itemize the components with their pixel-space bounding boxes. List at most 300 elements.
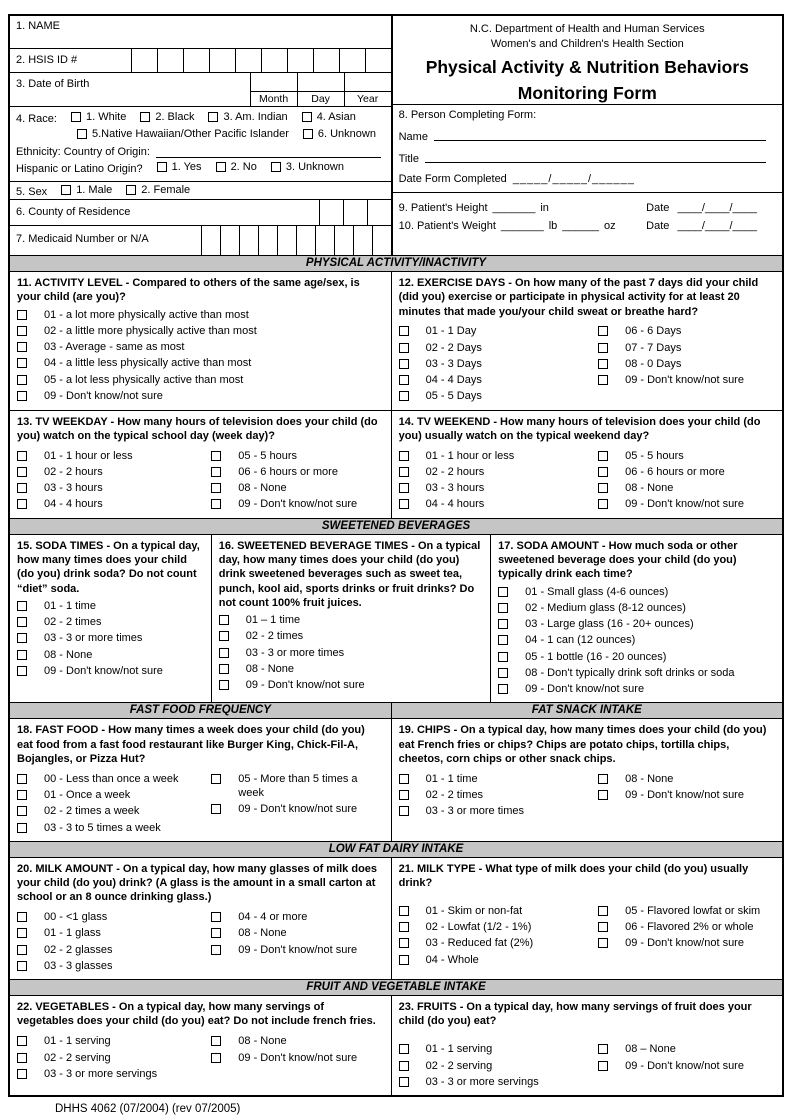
checkbox-icon[interactable] [157, 162, 167, 172]
checkbox-icon[interactable] [17, 633, 27, 643]
checkbox-icon[interactable] [498, 587, 508, 597]
spacer [616, 220, 647, 232]
option-label: 03 - 3 or more servings [425, 1075, 539, 1088]
option-label: 03 - 3 glasses [44, 959, 113, 972]
weight-date-input[interactable]: ____/____/____ [677, 220, 757, 232]
checkbox-option[interactable] [17, 482, 205, 496]
county-boxes [319, 200, 391, 225]
checkbox-icon[interactable] [399, 922, 409, 932]
dob-entry-columns [250, 73, 391, 106]
checkbox-option[interactable] [598, 789, 775, 803]
question-15-title: 15. SODA TIMES - On a typical day, how many times does your child (do you) drink soda? Do not count “diet” soda. [17, 539, 200, 595]
checkbox-icon[interactable] [17, 945, 27, 955]
checkbox-icon[interactable] [17, 326, 27, 336]
checkbox-icon[interactable] [399, 906, 409, 916]
checkbox-icon[interactable] [598, 375, 608, 385]
option-label: 02 - 2 times a week [44, 805, 140, 818]
checkbox-option[interactable] [17, 632, 204, 646]
option-label: 06 - 6 Days [625, 325, 682, 338]
checkbox-icon[interactable] [498, 684, 508, 694]
option-label: 06 - 6 hours or more [625, 465, 725, 478]
checkbox-option[interactable] [17, 498, 205, 512]
checkbox-option[interactable] [126, 184, 190, 198]
checkbox-option[interactable] [61, 184, 112, 198]
checkbox-option[interactable] [17, 341, 384, 355]
option-label: 08 - None [625, 482, 674, 495]
checkbox-icon[interactable] [598, 1044, 608, 1054]
checkbox-option[interactable] [598, 937, 775, 951]
checkbox-icon[interactable] [216, 162, 226, 172]
checkbox-icon[interactable] [17, 1036, 27, 1046]
question-23-options-col1 [399, 1041, 598, 1092]
checkbox-icon[interactable] [498, 635, 508, 645]
option-label: 08 - None [238, 482, 287, 495]
checkbox-icon[interactable] [399, 774, 409, 784]
option-label: 01 - 1 hour or less [44, 449, 133, 462]
checkbox-icon[interactable] [598, 451, 608, 461]
checkbox-option[interactable] [399, 1076, 592, 1090]
checkbox-icon[interactable] [598, 359, 608, 369]
checkbox-option[interactable] [157, 161, 202, 175]
checkbox-option[interactable] [211, 944, 383, 958]
entry-box[interactable] [220, 226, 239, 255]
checkbox-option[interactable] [211, 450, 383, 464]
checkbox-option[interactable] [17, 450, 205, 464]
checkbox-option[interactable] [399, 325, 592, 339]
checkbox-option[interactable] [211, 911, 383, 925]
option-label: 01 - 1 time [44, 599, 96, 612]
checkbox-option[interactable] [399, 921, 592, 935]
checkbox-icon[interactable] [17, 451, 27, 461]
checkbox-icon[interactable] [219, 664, 229, 674]
checkbox-icon[interactable] [17, 806, 27, 816]
checkbox-option[interactable] [399, 342, 592, 356]
checkbox-icon[interactable] [211, 451, 221, 461]
checkbox-option[interactable] [598, 498, 775, 512]
checkbox-icon[interactable] [17, 666, 27, 676]
height-date [646, 202, 762, 214]
checkbox-icon[interactable] [302, 112, 312, 122]
question-19-options-col1 [399, 770, 598, 821]
checkbox-option[interactable] [17, 616, 204, 630]
weight-label: 10. Patient's Weight [398, 220, 496, 232]
checkbox-icon[interactable] [17, 375, 27, 385]
checkbox-option[interactable] [302, 111, 356, 125]
checkbox-icon[interactable] [17, 601, 27, 611]
checkbox-icon[interactable] [598, 922, 608, 932]
checkbox-icon[interactable] [399, 499, 409, 509]
checkbox-icon[interactable] [399, 391, 409, 401]
checkbox-option[interactable] [498, 618, 775, 632]
checkbox-icon[interactable] [211, 499, 221, 509]
dob-day-column [297, 73, 344, 106]
checkbox-option[interactable] [498, 586, 775, 600]
checkbox-option[interactable] [598, 325, 775, 339]
checkbox-option[interactable] [140, 111, 194, 125]
checkbox-option[interactable] [17, 789, 205, 803]
question-16-title: 16. SWEETENED BEVERAGE TIMES - On a typical day, how many times does your child (do you) drink sweetened beverages such as sweet tea, punch, kool aid, sports drinks or fruit drinks? Do not count 100% fruit juices. [218, 539, 481, 609]
field-hsis-id [10, 49, 391, 73]
checkbox-option[interactable] [17, 773, 205, 787]
field-date-of-birth [10, 73, 391, 107]
checkbox-icon[interactable] [140, 112, 150, 122]
checkbox-option[interactable] [399, 905, 592, 919]
checkbox-option[interactable] [598, 1060, 775, 1074]
entry-box[interactable] [287, 49, 313, 72]
checkbox-icon[interactable] [399, 375, 409, 385]
checkbox-icon[interactable] [598, 483, 608, 493]
checkbox-option[interactable] [598, 358, 775, 372]
checkbox-option[interactable] [219, 679, 483, 693]
checkbox-option[interactable] [399, 1060, 592, 1074]
option-label: 02 - 2 times [425, 789, 484, 802]
checkbox-option[interactable] [17, 600, 204, 614]
checkbox-icon[interactable] [399, 1077, 409, 1087]
checkbox-icon[interactable] [303, 129, 313, 139]
checkbox-option[interactable] [399, 954, 592, 968]
dob-day-input[interactable] [298, 73, 344, 91]
checkbox-icon[interactable] [598, 1061, 608, 1071]
checkbox-option[interactable] [498, 651, 775, 665]
entry-box[interactable] [183, 49, 209, 72]
question-20-options [17, 909, 384, 977]
option-label: 04 - Whole [425, 953, 479, 966]
checkbox-option[interactable] [598, 1043, 775, 1057]
checkbox-option[interactable] [17, 927, 205, 941]
checkbox-icon[interactable] [17, 650, 27, 660]
checkbox-option[interactable] [399, 1043, 592, 1057]
option-label: 04 - 4 Days [425, 374, 482, 387]
checkbox-option[interactable] [17, 649, 204, 663]
checkbox-icon[interactable] [219, 615, 229, 625]
checkbox-option[interactable] [399, 466, 592, 480]
checkbox-option[interactable] [211, 1052, 383, 1066]
checkbox-option[interactable] [598, 466, 775, 480]
checkbox-icon[interactable] [61, 185, 71, 195]
checkbox-icon[interactable] [498, 603, 508, 613]
checkbox-icon[interactable] [17, 499, 27, 509]
option-label: 03 - 3 hours [425, 482, 485, 495]
checkbox-icon[interactable] [498, 652, 508, 662]
checkbox-icon[interactable] [598, 774, 608, 784]
option-label: 3. Unknown [285, 160, 344, 173]
checkbox-option[interactable] [17, 1035, 205, 1049]
checkbox-icon[interactable] [208, 112, 218, 122]
checkbox-icon[interactable] [211, 774, 221, 784]
checkbox-icon[interactable] [17, 961, 27, 971]
entry-box[interactable] [235, 49, 261, 72]
entry-box[interactable] [319, 200, 343, 225]
question-18-options [17, 770, 384, 838]
hispanic-options [143, 160, 344, 175]
checkbox-option[interactable] [17, 911, 205, 925]
dob-month-input[interactable] [251, 73, 297, 91]
entry-box[interactable] [157, 49, 183, 72]
checkbox-option[interactable] [598, 905, 775, 919]
checkbox-icon[interactable] [598, 906, 608, 916]
checkbox-icon[interactable] [219, 648, 229, 658]
checkbox-icon[interactable] [17, 391, 27, 401]
height-label: 9. Patient's Height [398, 202, 488, 214]
checkbox-icon[interactable] [399, 467, 409, 477]
checkbox-option[interactable] [17, 960, 205, 974]
checkbox-icon[interactable] [219, 631, 229, 641]
checkbox-option[interactable] [17, 665, 204, 679]
agency-line2: Women's and Children's Health Section [490, 37, 684, 50]
checkbox-icon[interactable] [211, 928, 221, 938]
name-label: 1. NAME [16, 20, 61, 32]
checkbox-option[interactable] [17, 1068, 205, 1082]
person-title-line [399, 151, 776, 165]
checkbox-icon[interactable] [399, 938, 409, 948]
entry-box[interactable] [367, 200, 391, 225]
checkbox-option[interactable] [211, 803, 383, 817]
checkbox-icon[interactable] [17, 928, 27, 938]
checkbox-option[interactable] [17, 390, 384, 404]
checkbox-icon[interactable] [598, 499, 608, 509]
height-unit: in [540, 202, 549, 214]
height-input[interactable]: _______ [492, 202, 536, 214]
checkbox-icon[interactable] [17, 617, 27, 627]
checkbox-option[interactable] [303, 128, 376, 142]
checkbox-option[interactable] [399, 773, 592, 787]
checkbox-option[interactable] [498, 602, 775, 616]
question-row-18-19 [10, 719, 782, 840]
checkbox-option[interactable] [399, 498, 592, 512]
option-label: 01 - Skim or non-fat [425, 904, 523, 917]
option-label: 09 - Don't know/not sure [44, 664, 163, 677]
checkbox-icon[interactable] [211, 1036, 221, 1046]
checkbox-option[interactable] [598, 450, 775, 464]
question-19 [391, 719, 782, 840]
band-sweetened-beverages: SWEETENED BEVERAGES [10, 518, 782, 535]
medicaid-boxes [201, 226, 391, 255]
weight-lb-input[interactable]: _______ [500, 220, 544, 232]
checkbox-icon[interactable] [126, 185, 136, 195]
checkbox-icon[interactable] [598, 790, 608, 800]
entry-box[interactable] [313, 49, 339, 72]
checkbox-icon[interactable] [399, 1044, 409, 1054]
entry-box[interactable] [315, 226, 334, 255]
checkbox-icon[interactable] [211, 483, 221, 493]
checkbox-icon[interactable] [17, 358, 27, 368]
question-23-options [399, 1041, 775, 1092]
entry-box[interactable] [258, 226, 277, 255]
checkbox-option[interactable] [17, 325, 384, 339]
entry-box[interactable] [343, 200, 367, 225]
checkbox-icon[interactable] [271, 162, 281, 172]
entry-box[interactable] [209, 49, 235, 72]
checkbox-option[interactable] [219, 630, 483, 644]
checkbox-icon[interactable] [498, 668, 508, 678]
agency-line1: N.C. Department of Health and Human Services [469, 23, 705, 35]
option-label: 08 - None [245, 662, 295, 675]
option-label: 08 - None [238, 1035, 287, 1048]
checkbox-icon[interactable] [17, 774, 27, 784]
checkbox-icon[interactable] [17, 1069, 27, 1079]
checkbox-option[interactable] [17, 805, 205, 819]
checkbox-icon[interactable] [399, 326, 409, 336]
option-label: 03 - 3 Days [425, 357, 482, 370]
checkbox-option[interactable] [17, 822, 205, 836]
checkbox-icon[interactable] [598, 938, 608, 948]
entry-box[interactable] [372, 226, 391, 255]
checkbox-icon[interactable] [17, 790, 27, 800]
entry-box[interactable] [353, 226, 372, 255]
checkbox-option[interactable] [17, 1052, 205, 1066]
checkbox-icon[interactable] [399, 790, 409, 800]
checkbox-option[interactable] [399, 374, 592, 388]
checkbox-option[interactable] [399, 482, 592, 496]
question-row-22-23 [10, 996, 782, 1095]
form-header-column [391, 16, 782, 255]
question-13-options [17, 447, 384, 515]
checkbox-option[interactable] [399, 805, 592, 819]
checkbox-option[interactable] [77, 128, 289, 142]
checkbox-icon[interactable] [17, 467, 27, 477]
question-row-11-12 [10, 272, 782, 410]
checkbox-icon[interactable] [598, 326, 608, 336]
dob-year-input[interactable] [345, 73, 391, 91]
entry-box[interactable] [277, 226, 296, 255]
person-name-label: Name [398, 131, 428, 143]
country-of-origin-input[interactable] [156, 146, 381, 158]
height-date-input[interactable]: ____/____/____ [677, 202, 757, 214]
checkbox-option[interactable] [211, 482, 383, 496]
checkbox-icon[interactable] [17, 823, 27, 833]
checkbox-option[interactable] [219, 614, 483, 628]
option-label: 00 - Less than once a week [44, 772, 179, 785]
checkbox-option[interactable] [598, 773, 775, 787]
entry-box[interactable] [365, 49, 391, 72]
checkbox-icon[interactable] [77, 129, 87, 139]
checkbox-icon[interactable] [17, 483, 27, 493]
question-row-13-14 [10, 410, 782, 518]
checkbox-option[interactable] [211, 498, 383, 512]
checkbox-option[interactable] [211, 927, 383, 941]
checkbox-option[interactable] [17, 466, 205, 480]
field-name[interactable] [10, 16, 391, 49]
hispanic-line [16, 161, 385, 178]
checkbox-option[interactable] [219, 663, 483, 677]
weight-oz-input[interactable]: ______ [562, 220, 599, 232]
checkbox-option[interactable] [219, 647, 483, 661]
question-17-title: 17. SODA AMOUNT - How much soda or other sweetened beverage does your child (do you) typically drink each time? [498, 539, 738, 581]
checkbox-icon[interactable] [211, 804, 221, 814]
checkbox-icon[interactable] [211, 467, 221, 477]
checkbox-icon[interactable] [399, 343, 409, 353]
checkbox-option[interactable] [498, 683, 775, 697]
person-completing-label: 8. Person Completing Form: [398, 109, 537, 121]
checkbox-option[interactable] [17, 374, 384, 388]
option-label: 05 - 1 bottle (16 - 20 ounces) [525, 650, 667, 663]
weight-date-label: Date [646, 220, 670, 232]
option-label: 09 - Don't know/not sure [245, 679, 365, 692]
date-completed-input[interactable]: _____/_____/______ [512, 173, 635, 185]
checkbox-option[interactable] [271, 161, 344, 175]
checkbox-option[interactable] [399, 358, 592, 372]
entry-box[interactable] [131, 49, 157, 72]
option-label: 03 - Reduced fat (2%) [425, 937, 534, 950]
checkbox-option[interactable] [71, 111, 126, 125]
checkbox-icon[interactable] [399, 359, 409, 369]
option-label: 02 - Medium glass (8-12 ounces) [525, 601, 686, 614]
entry-box[interactable] [296, 226, 315, 255]
band-fat-snack-intake: FAT SNACK INTAKE [391, 703, 782, 718]
checkbox-option[interactable] [211, 1035, 383, 1049]
weight-lb-unit: lb [548, 220, 558, 232]
checkbox-option[interactable] [17, 357, 384, 371]
person-title-input[interactable] [425, 151, 766, 163]
checkbox-icon[interactable] [211, 945, 221, 955]
checkbox-icon[interactable] [17, 310, 27, 320]
entry-box[interactable] [339, 49, 365, 72]
checkbox-icon[interactable] [219, 680, 229, 690]
field-race-ethnicity [10, 107, 391, 182]
checkbox-option[interactable] [598, 921, 775, 935]
option-label: 09 - Don't know/not sure [625, 498, 744, 511]
entry-box[interactable] [239, 226, 258, 255]
checkbox-option[interactable] [17, 309, 384, 323]
checkbox-option[interactable] [211, 773, 383, 801]
option-label: 03 - 3 to 5 times a week [44, 821, 161, 834]
question-12-options-col1 [399, 323, 598, 407]
checkbox-icon[interactable] [399, 1061, 409, 1071]
checkbox-option[interactable] [216, 161, 257, 175]
option-label: 1. White [85, 111, 127, 123]
option-label: 07 - 7 Days [625, 341, 682, 354]
entry-box[interactable] [334, 226, 353, 255]
checkbox-icon[interactable] [71, 112, 81, 122]
height-row [399, 202, 776, 214]
checkbox-icon[interactable] [17, 342, 27, 352]
checkbox-icon[interactable] [399, 806, 409, 816]
checkbox-option[interactable] [399, 937, 592, 951]
checkbox-icon[interactable] [17, 912, 27, 922]
question-14-options [399, 447, 775, 515]
entry-box[interactable] [201, 226, 220, 255]
hsis-id-boxes [131, 49, 391, 72]
checkbox-icon[interactable] [598, 343, 608, 353]
question-11-title: 11. ACTIVITY LEVEL - Compared to others of the same age/sex, is your child (are you)? [17, 277, 360, 304]
checkbox-option[interactable] [399, 390, 592, 404]
checkbox-icon[interactable] [598, 467, 608, 477]
checkbox-option[interactable] [498, 667, 775, 681]
checkbox-option[interactable] [498, 634, 775, 648]
checkbox-icon[interactable] [399, 483, 409, 493]
checkbox-icon[interactable] [211, 912, 221, 922]
checkbox-option[interactable] [399, 789, 592, 803]
checkbox-option[interactable] [208, 111, 287, 125]
checkbox-icon[interactable] [211, 1053, 221, 1063]
option-label: 02 - 2 times [44, 616, 102, 629]
checkbox-icon[interactable] [399, 451, 409, 461]
checkbox-option[interactable] [598, 374, 775, 388]
checkbox-option[interactable] [399, 450, 592, 464]
person-name-input[interactable] [434, 129, 766, 141]
option-label: 09 - Don't know/not sure [44, 389, 163, 402]
entry-box[interactable] [261, 49, 287, 72]
checkbox-icon[interactable] [498, 619, 508, 629]
checkbox-option[interactable] [598, 342, 775, 356]
option-label: 5.Native Hawaiian/Other Pacific Islander [92, 127, 289, 140]
checkbox-icon[interactable] [17, 1053, 27, 1063]
checkbox-option[interactable] [211, 466, 383, 480]
checkbox-option[interactable] [17, 944, 205, 958]
checkbox-icon[interactable] [399, 955, 409, 965]
question-13 [10, 411, 391, 518]
checkbox-option[interactable] [598, 482, 775, 496]
